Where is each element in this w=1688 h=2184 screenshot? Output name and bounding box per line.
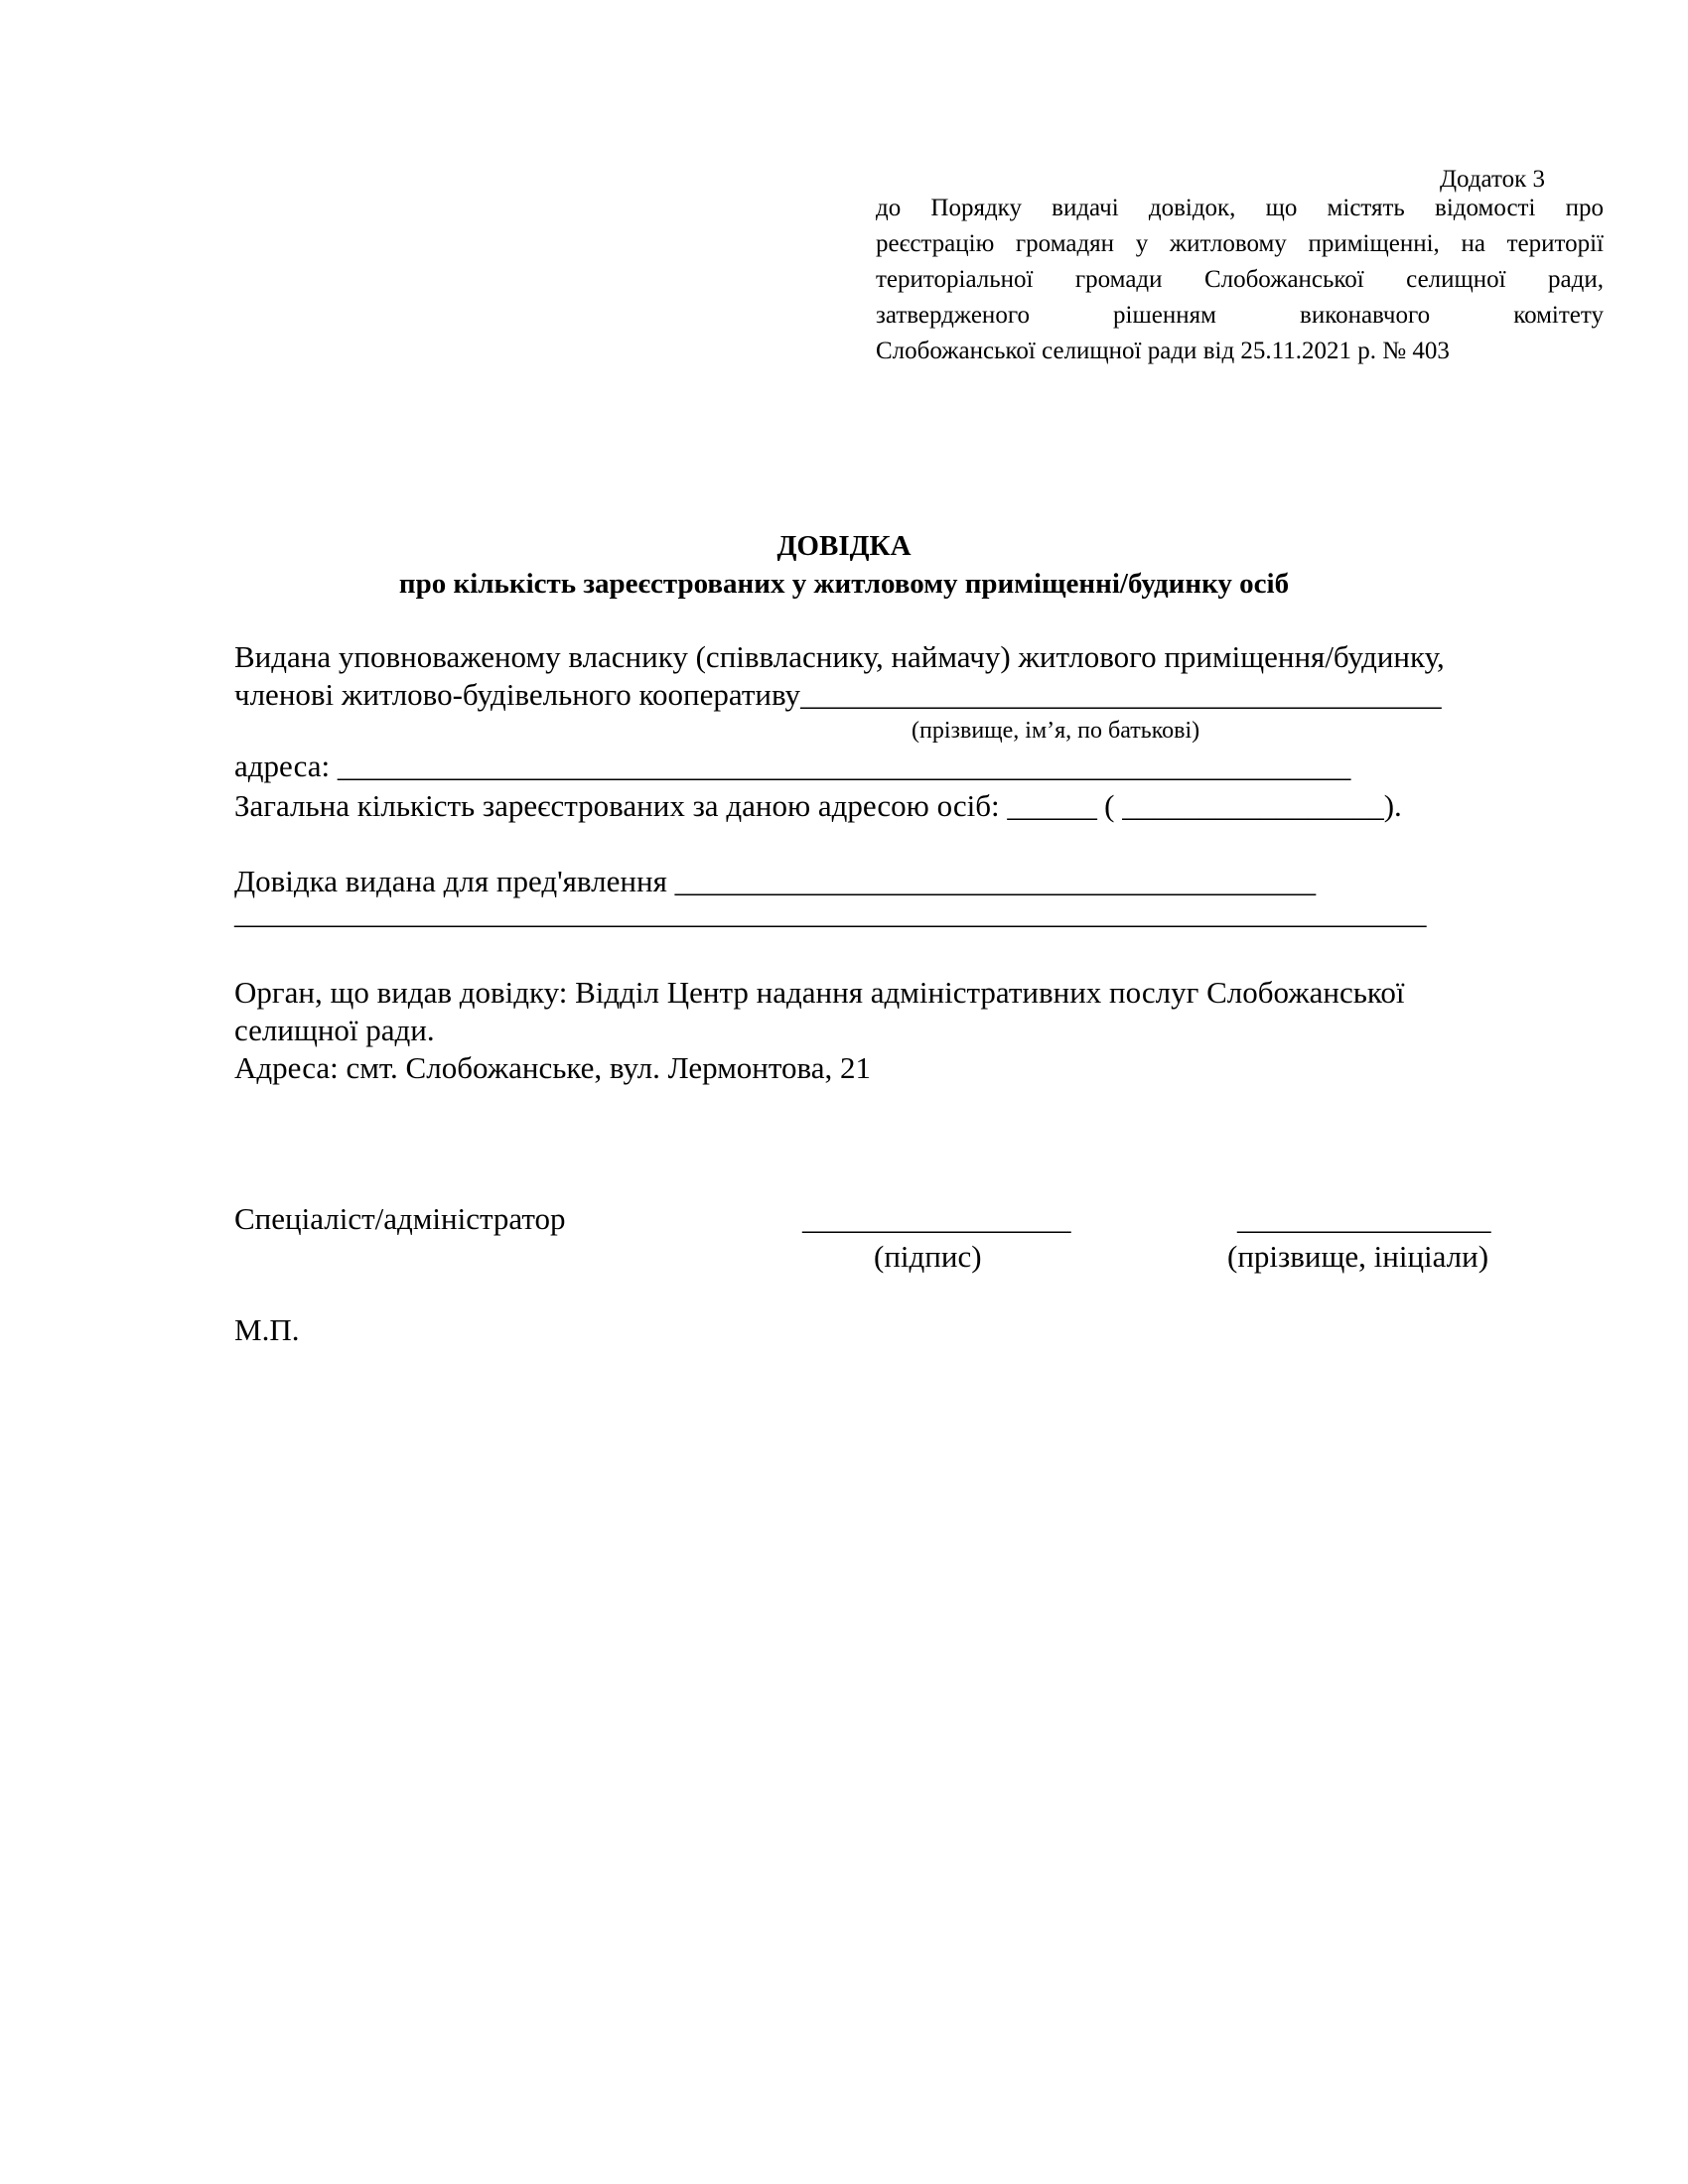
total-count-line	[234, 786, 1402, 826]
stamp-label: М.П.	[234, 1312, 300, 1347]
authority-address: Адреса: смт. Слобожанське, вул. Лермонтова, 21	[234, 1050, 872, 1085]
address-line	[234, 747, 1350, 786]
appendix-line: Слобожанської селищної ради від 25.11.2021 р. № 403	[876, 338, 1450, 364]
appendix-reference	[876, 191, 1604, 369]
appendix-line: затвердженого рішенням виконавчого комітету	[876, 302, 1604, 329]
purpose-label: Довідка видана для пред'явлення	[234, 864, 675, 898]
fullname-caption: (прізвище, ім’я, по батькові)	[912, 718, 1200, 744]
signature-caption: (підпис)	[874, 1239, 982, 1274]
authority-line-2: селищної ради.	[234, 1013, 435, 1047]
appendix-line: територіальної громади Слобожанської селищної ради,	[876, 266, 1604, 293]
address-field[interactable]: ____________________________________________________________________	[337, 749, 1350, 783]
cooperative-line	[234, 675, 1441, 715]
appendix-line: до Порядку видачі довідок, що містять відомості про	[876, 195, 1604, 221]
purpose-field-continued[interactable]: ________________________________________________________________________________	[234, 895, 1426, 930]
authority-line: Орган, що видав довідку: Відділ Центр надання адміністративних послуг Слобожанської	[234, 975, 1405, 1010]
total-count-label: Загальна кількість зареєстрованих за даною адресою осіб:	[234, 788, 1008, 823]
issued-to-line: Видана уповноваженому власнику (співвласнику, наймачу) житлового приміщення/будинку,	[234, 639, 1445, 674]
name-initials-caption: (прізвище, ініціали)	[1227, 1239, 1489, 1274]
purpose-field[interactable]: ___________________________________________	[674, 864, 1316, 898]
name-initials-field[interactable]: _________________	[1237, 1201, 1490, 1236]
cooperative-label: членові житлово-будівельного кооперативу	[234, 677, 801, 712]
appendix-line: реєстрацію громадян у житловому приміщенні, на території	[876, 230, 1604, 257]
specialist-role: Спеціаліст/адміністратор	[234, 1201, 566, 1236]
total-count-number-field[interactable]: ______	[1007, 788, 1097, 823]
appendix-number: Додаток 3	[1440, 166, 1545, 193]
document-title: ДОВІДКА	[776, 530, 912, 562]
document-subtitle: про кількість зареєстрованих у житловому приміщенні/будинку осіб	[398, 568, 1290, 600]
address-label: адреса:	[234, 749, 338, 783]
signature-field[interactable]: __________________	[802, 1201, 1070, 1236]
fullname-field[interactable]: ___________________________________________	[800, 677, 1442, 712]
total-count-words-field[interactable]: ( _________________).	[1096, 788, 1402, 823]
